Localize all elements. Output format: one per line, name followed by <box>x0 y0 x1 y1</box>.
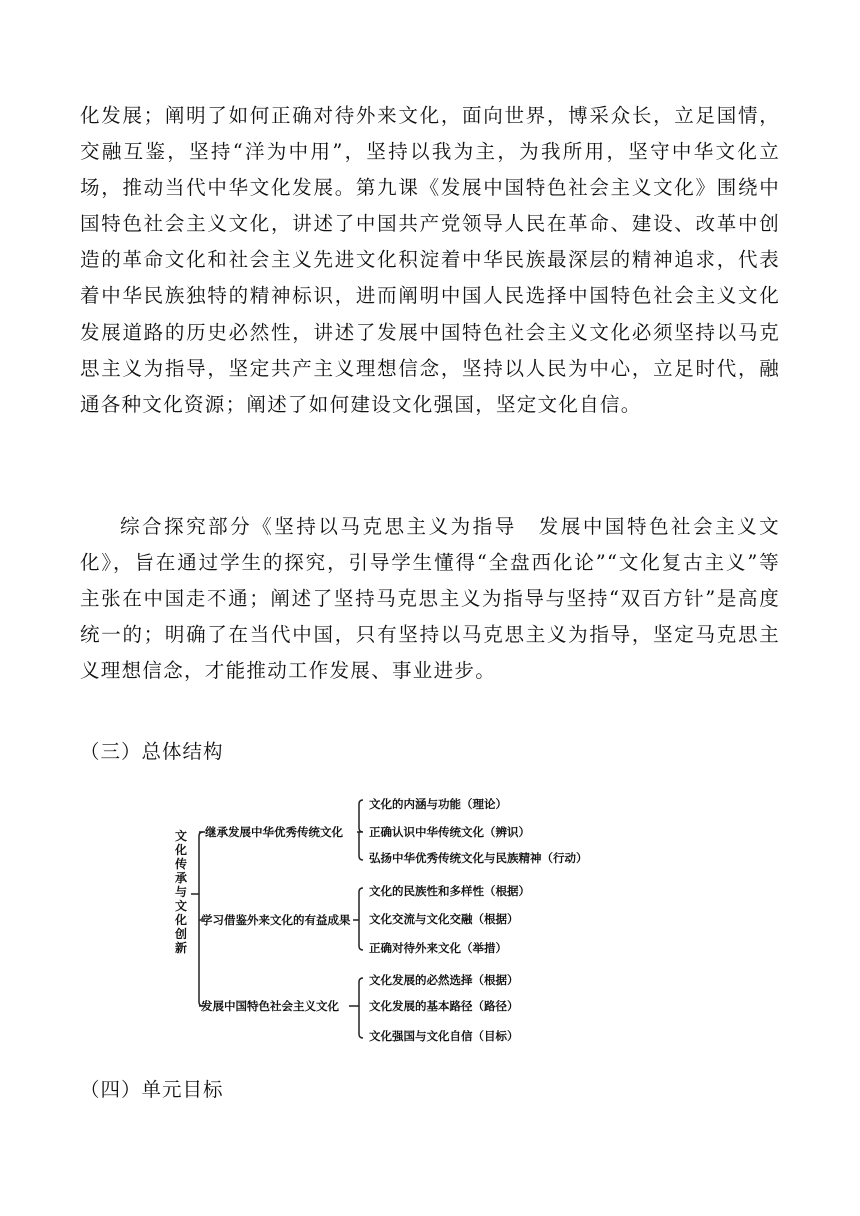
root-char: 新 <box>175 941 188 955</box>
branch-label: 发展中国特色社会主义文化 <box>201 999 339 1013</box>
branch-label: 学习借鉴外来文化的有益成果 <box>201 913 351 927</box>
leaf-label: 文化的民族性和多样性（根据） <box>369 884 530 898</box>
section-heading-structure: （三）总体结构 <box>80 740 224 763</box>
sub-bracket-3 <box>349 978 363 1038</box>
root-char: 化 <box>175 843 188 857</box>
root-char: 创 <box>175 927 188 941</box>
root-char: 文 <box>175 829 188 843</box>
leaf-label: 文化的内涵与功能（理论） <box>369 797 507 811</box>
root-char: 文 <box>175 899 188 913</box>
root-char: 化 <box>175 913 188 927</box>
root-char: 承 <box>175 871 188 885</box>
section-heading-objectives: （四）单元目标 <box>80 1078 224 1101</box>
leaf-label: 文化交流与文化交融（根据） <box>369 912 519 926</box>
sub-bracket-2 <box>353 888 363 950</box>
root-char: 传 <box>175 857 188 871</box>
diagram-root-title <box>174 828 187 955</box>
body-paragraph-1: 化发展；阐明了如何正确对待外来文化，面向世界，博采众长，立足国情，交融互鉴，坚持“洋为中用”，坚持以我为主，为我所用，坚守中华文化立场，推动当代中华文化发展。第九课《发展中国特色社会主义文化》围绕中国特色社会主义文化，讲述了中国共产党领导人民在革命、建设、改革中创造的革命文化和社会主义先进文化积淀着中华民族最深层的精神追求，代表着中华民族独特的精神标识，进而阐明中国人民选择中国特色社会主义文化发展道路的历史必然性，讲述了发展中国特色社会主义文化必须坚持以马克思主义为指导，坚定共产主义理想信念，坚持以人民为中心，立足时代，融通各种文化资源；阐述了如何建设文化强国，坚定文化自信。 <box>80 104 780 416</box>
leaf-label: 正确对待外来文化（举措） <box>369 941 507 955</box>
sub-bracket-1 <box>357 800 363 860</box>
structure-diagram <box>165 790 605 1052</box>
branch-label: 继承发展中华优秀传统文化 <box>205 825 343 839</box>
leaf-label: 文化强国与文化自信（目标） <box>369 1029 519 1043</box>
leaf-label: 正确认识中华传统文化（辨识） <box>369 825 530 839</box>
leaf-label: 文化发展的基本路径（路径） <box>369 999 519 1013</box>
root-char: 与 <box>175 885 188 899</box>
body-paragraph-2: 综合探究部分《坚持以马克思主义为指导 发展中国特色社会主义文化》，旨在通过学生的探究，引导学生懂得“全盘西化论”“文化复古主义”等主张在中国走不通；阐述了坚持马克思主义为指导与坚持“双百方针”是高度统一的；明确了在当代中国，只有坚持以马克思主义为指导，坚定马克思主义理想信念，才能推动工作发展、事业进步。 <box>80 515 780 683</box>
leaf-label: 文化发展的必然选择（根据） <box>369 973 519 987</box>
leaf-label: 弘扬中华优秀传统文化与民族精神（行动） <box>369 851 588 865</box>
